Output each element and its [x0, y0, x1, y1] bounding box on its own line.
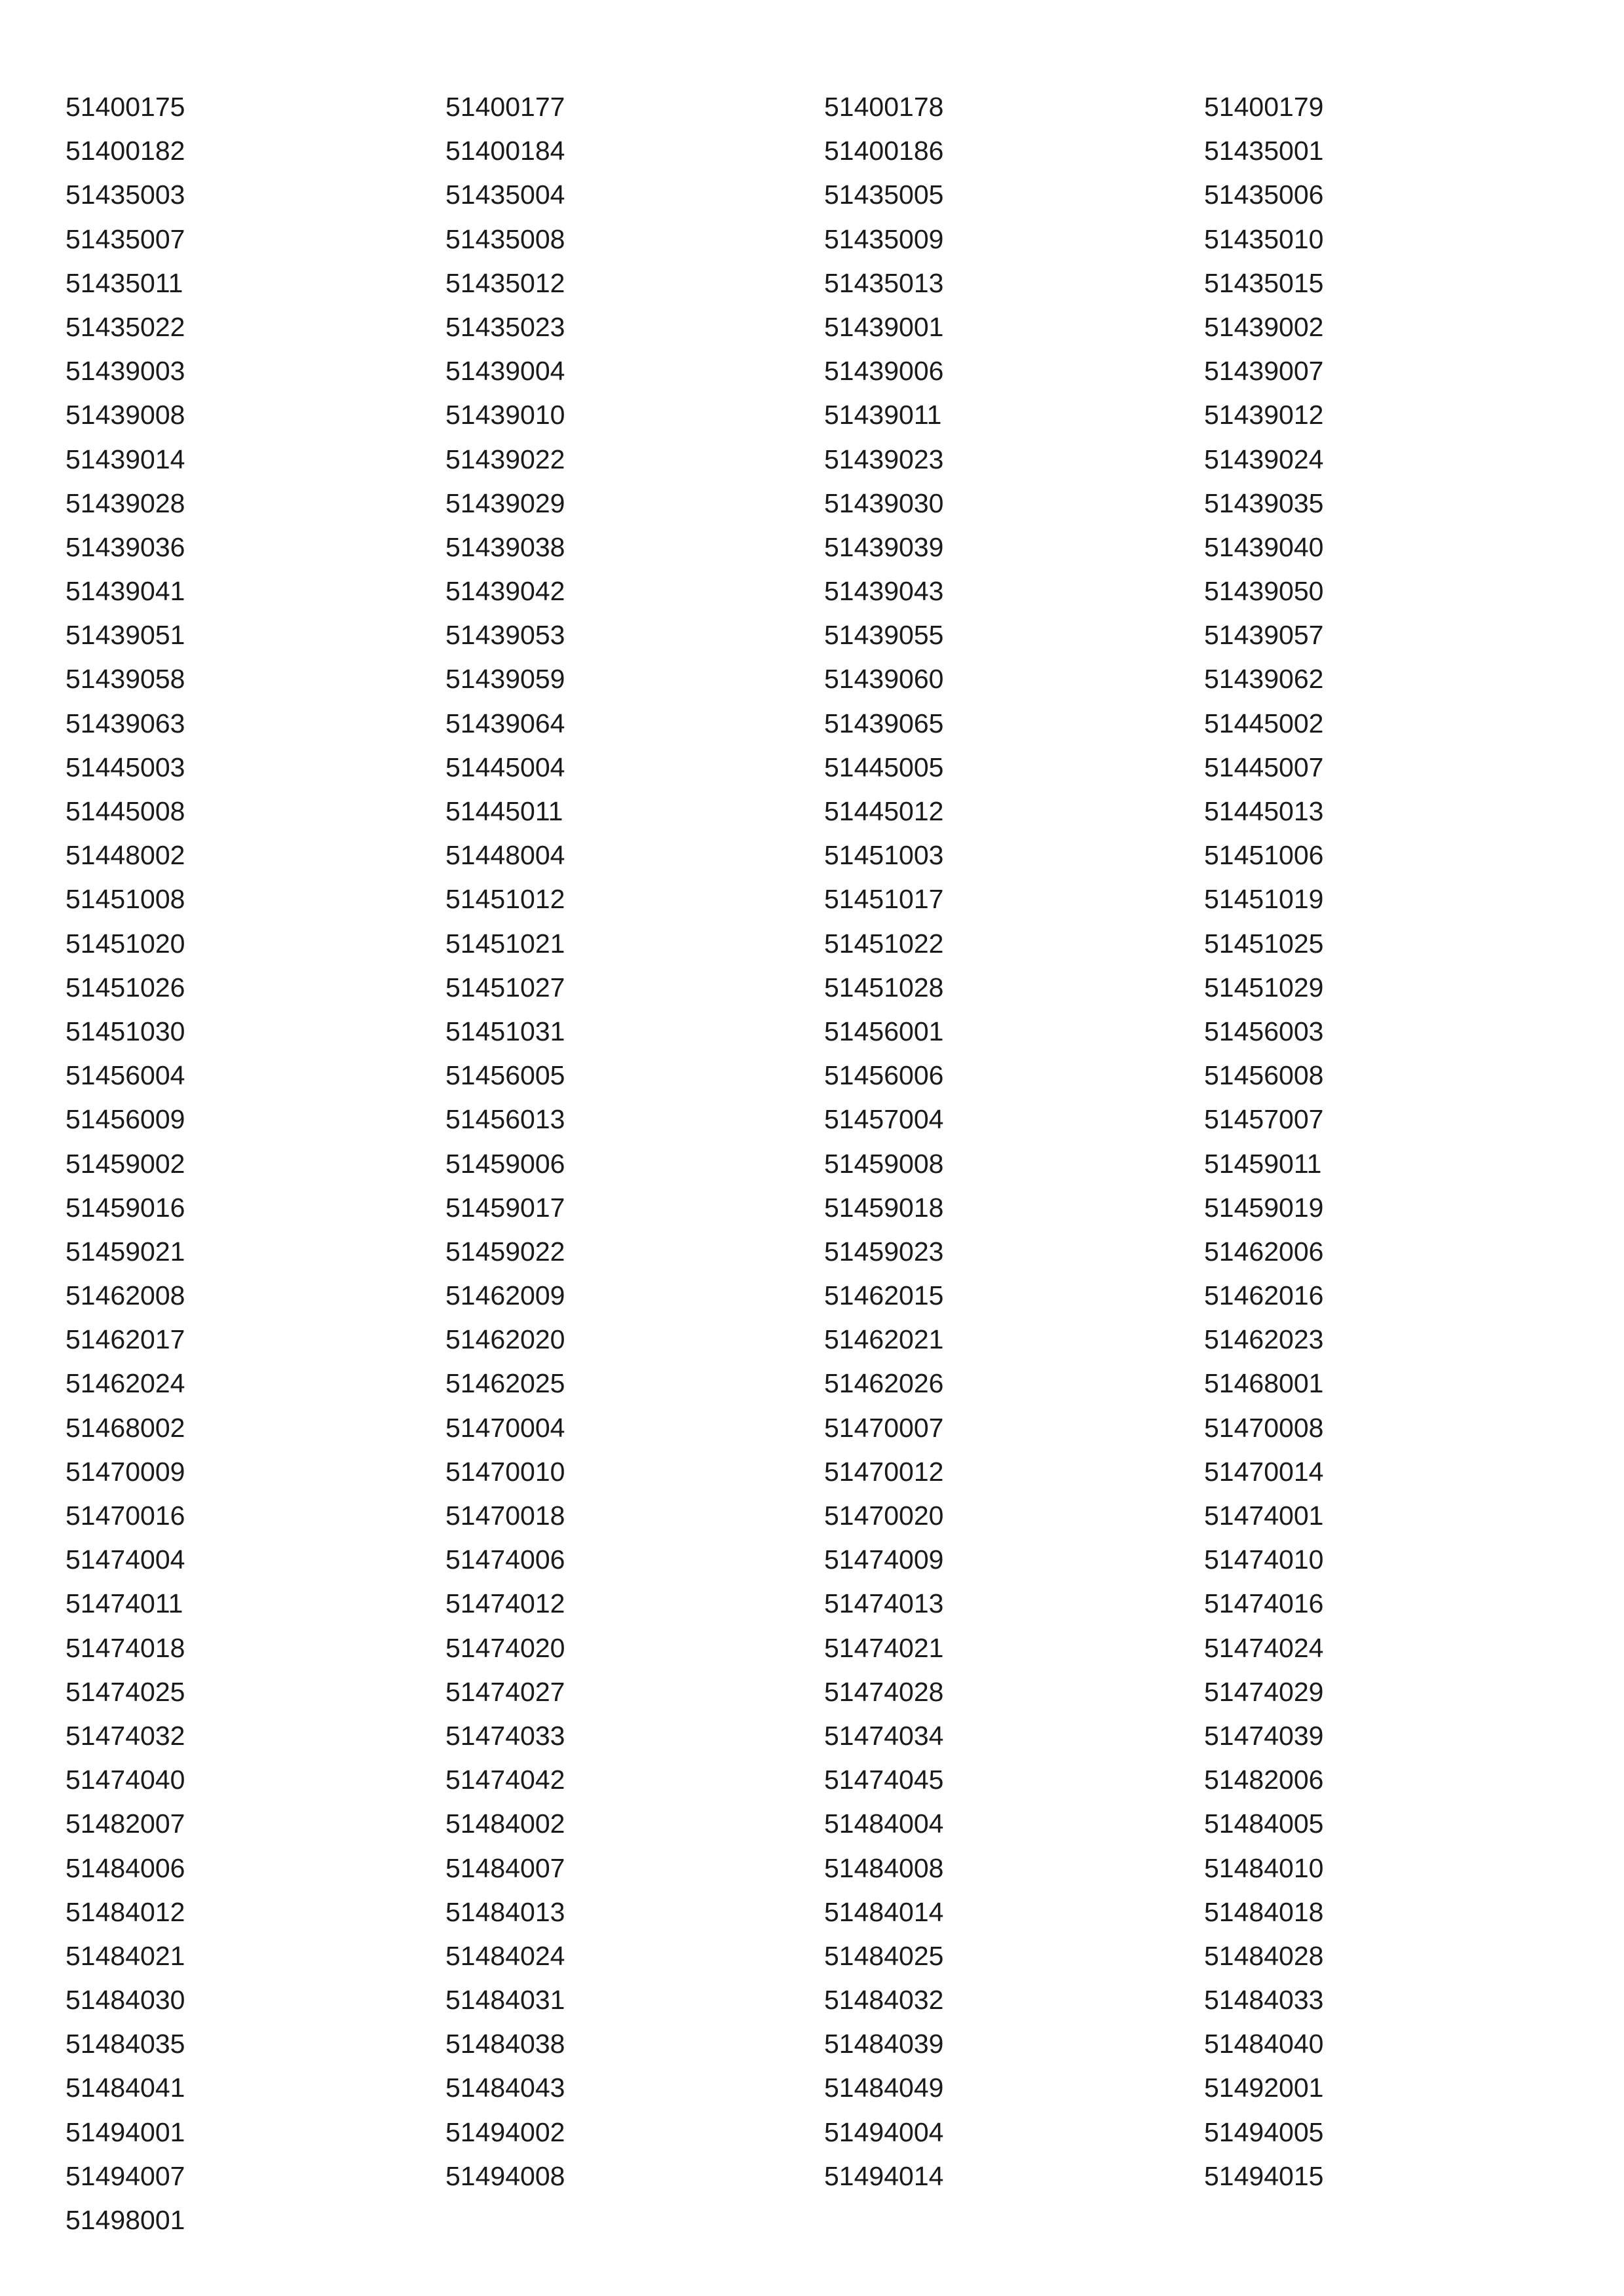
number-entry: 51459018	[824, 1192, 944, 1223]
number-entry: 51439038	[445, 531, 565, 562]
number-entry: 51439065	[824, 708, 944, 738]
number-entry: 51451017	[824, 884, 944, 915]
number-entry: 51451020	[66, 928, 185, 959]
number-entry: 51459022	[445, 1236, 565, 1267]
number-entry: 51474024	[1204, 1632, 1324, 1663]
number-entry: 51445012	[824, 796, 944, 826]
number-entry: 51439039	[824, 531, 944, 562]
number-entry: 51445008	[66, 796, 185, 826]
number-entry: 51439055	[824, 620, 944, 651]
number-entry: 51457007	[1204, 1104, 1324, 1135]
number-entry: 51439007	[1204, 356, 1324, 387]
number-entry: 51439059	[445, 664, 565, 695]
number-entry: 51439042	[445, 576, 565, 607]
number-entry: 51439011	[824, 400, 942, 430]
number-entry: 51474020	[445, 1632, 565, 1663]
number-entry: 51484014	[824, 1896, 944, 1927]
number-entry: 51439003	[66, 356, 185, 387]
number-entry: 51484012	[66, 1896, 185, 1927]
number-entry: 51435005	[824, 180, 944, 210]
number-entry: 51474016	[1204, 1588, 1324, 1619]
number-entry: 51474033	[445, 1720, 565, 1751]
number-entry: 51462015	[824, 1280, 944, 1311]
number-entry: 51474010	[1204, 1544, 1324, 1575]
number-entry: 51451025	[1204, 928, 1324, 959]
number-entry: 51445005	[824, 752, 944, 782]
number-entry: 51484010	[1204, 1852, 1324, 1883]
number-entry: 51451008	[66, 884, 185, 915]
number-entry: 51492001	[1204, 2073, 1324, 2103]
number-entry: 51451022	[824, 928, 944, 959]
number-entry: 51462023	[1204, 1324, 1324, 1355]
number-entry: 51451029	[1204, 972, 1324, 1003]
number-entry: 51451019	[1204, 884, 1324, 915]
number-entry: 51494015	[1204, 2160, 1324, 2191]
number-entry: 51484031	[445, 1985, 565, 2016]
number-entry: 51439004	[445, 356, 565, 387]
number-entry: 51474001	[1204, 1501, 1324, 1531]
number-entry: 51445013	[1204, 796, 1324, 826]
number-entry: 51468001	[1204, 1368, 1324, 1399]
number-entry: 51459002	[66, 1148, 185, 1179]
number-entry: 51484043	[445, 2073, 565, 2103]
number-entry: 51474009	[824, 1544, 944, 1575]
number-entry: 51439064	[445, 708, 565, 738]
number-entry: 51459016	[66, 1192, 185, 1223]
number-entry: 51400184	[445, 136, 565, 166]
number-entry: 51439035	[1204, 488, 1324, 518]
number-entry: 51451003	[824, 840, 944, 871]
number-entry: 51456003	[1204, 1016, 1324, 1046]
number-entry: 51474025	[66, 1676, 185, 1707]
number-entry: 51484040	[1204, 2029, 1324, 2059]
number-entry: 51451012	[445, 884, 565, 915]
number-entry: 51435023	[445, 311, 565, 342]
number-entry: 51474032	[66, 1720, 185, 1751]
number-entry: 51457004	[824, 1104, 944, 1135]
number-entry: 51462016	[1204, 1280, 1324, 1311]
number-entry: 51456009	[66, 1104, 185, 1135]
number-entry: 51451027	[445, 972, 565, 1003]
number-entry: 51435008	[445, 223, 565, 254]
number-entry: 51470010	[445, 1456, 565, 1487]
number-entry: 51439063	[66, 708, 185, 738]
number-entry: 51459006	[445, 1148, 565, 1179]
number-entry: 51470004	[445, 1412, 565, 1443]
number-entry: 51445002	[1204, 708, 1324, 738]
number-entry: 51439023	[824, 444, 944, 474]
number-entry: 51439012	[1204, 400, 1324, 430]
number-entry: 51474013	[824, 1588, 944, 1619]
number-entry: 51451026	[66, 972, 185, 1003]
number-entry: 51400178	[824, 92, 944, 122]
number-entry: 51451030	[66, 1016, 185, 1046]
number-entry: 51498001	[66, 2205, 185, 2235]
number-entry: 51470008	[1204, 1412, 1324, 1443]
number-entry: 51439024	[1204, 444, 1324, 474]
number-entry: 51484028	[1204, 1940, 1324, 1971]
number-entry: 51474042	[445, 1765, 565, 1795]
number-entry: 51470007	[824, 1412, 944, 1443]
number-entry: 51462017	[66, 1324, 185, 1355]
number-entry: 51456004	[66, 1060, 185, 1091]
number-entry: 51435007	[66, 223, 185, 254]
number-entry: 51484005	[1204, 1808, 1324, 1839]
number-entry: 51484002	[445, 1808, 565, 1839]
number-entry: 51482007	[66, 1808, 185, 1839]
number-list	[66, 85, 1572, 2242]
number-entry: 51445011	[445, 796, 563, 826]
number-entry: 51474006	[445, 1544, 565, 1575]
number-entry: 51439029	[445, 488, 565, 518]
number-entry: 51462020	[445, 1324, 565, 1355]
number-entry: 51484007	[445, 1852, 565, 1883]
number-entry: 51451028	[824, 972, 944, 1003]
number-entry: 51439058	[66, 664, 185, 695]
number-entry: 51435011	[66, 267, 183, 298]
number-entry: 51400182	[66, 136, 185, 166]
number-entry: 51459011	[1204, 1148, 1322, 1179]
number-entry: 51484041	[66, 2073, 185, 2103]
number-entry: 51451006	[1204, 840, 1324, 871]
number-entry: 51470014	[1204, 1456, 1324, 1487]
number-entry: 51470012	[824, 1456, 944, 1487]
number-entry: 51474021	[824, 1632, 944, 1663]
number-entry: 51474027	[445, 1676, 565, 1707]
number-entry: 51484039	[824, 2029, 944, 2059]
number-entry: 51484024	[445, 1940, 565, 1971]
number-entry: 51439022	[445, 444, 565, 474]
number-entry: 51435004	[445, 180, 565, 210]
number-entry: 51462025	[445, 1368, 565, 1399]
number-entry: 51494002	[445, 2116, 565, 2147]
number-entry: 51448002	[66, 840, 185, 871]
number-entry: 51451031	[445, 1016, 565, 1046]
number-entry: 51435010	[1204, 223, 1324, 254]
number-entry: 51435015	[1204, 267, 1324, 298]
number-entry: 51494001	[66, 2116, 185, 2147]
number-entry: 51474039	[1204, 1720, 1324, 1751]
number-entry: 51459021	[66, 1236, 185, 1267]
number-entry: 51484030	[66, 1985, 185, 2016]
number-entry: 51484018	[1204, 1896, 1324, 1927]
number-entry: 51474011	[66, 1588, 183, 1619]
number-entry: 51462008	[66, 1280, 185, 1311]
number-entry: 51474040	[66, 1765, 185, 1795]
number-entry: 51439008	[66, 400, 185, 430]
number-entry: 51400175	[66, 92, 185, 122]
number-entry: 51484004	[824, 1808, 944, 1839]
number-entry: 51435001	[1204, 136, 1324, 166]
number-entry: 51439051	[66, 620, 185, 651]
number-entry: 51474028	[824, 1676, 944, 1707]
number-entry: 51494014	[824, 2160, 944, 2191]
number-entry: 51470018	[445, 1501, 565, 1531]
number-entry: 51474012	[445, 1588, 565, 1619]
number-entry: 51456006	[824, 1060, 944, 1091]
number-entry: 51400179	[1204, 92, 1324, 122]
number-entry: 51462006	[1204, 1236, 1324, 1267]
number-entry: 51435022	[66, 311, 185, 342]
number-entry: 51451021	[445, 928, 565, 959]
number-entry: 51439060	[824, 664, 944, 695]
number-entry: 51439014	[66, 444, 185, 474]
number-entry: 51459019	[1204, 1192, 1324, 1223]
number-entry: 51482006	[1204, 1765, 1324, 1795]
number-entry: 51439030	[824, 488, 944, 518]
number-entry: 51439006	[824, 356, 944, 387]
number-entry: 51474004	[66, 1544, 185, 1575]
number-entry: 51474034	[824, 1720, 944, 1751]
number-entry: 51439043	[824, 576, 944, 607]
number-entry: 51400177	[445, 92, 565, 122]
number-entry: 51459017	[445, 1192, 565, 1223]
number-entry: 51439041	[66, 576, 185, 607]
number-entry: 51435006	[1204, 180, 1324, 210]
number-entry: 51468002	[66, 1412, 185, 1443]
number-entry: 51494005	[1204, 2116, 1324, 2147]
number-entry: 51484033	[1204, 1985, 1324, 2016]
number-entry: 51439062	[1204, 664, 1324, 695]
number-entry: 51484008	[824, 1852, 944, 1883]
number-entry: 51474045	[824, 1765, 944, 1795]
number-entry: 51456005	[445, 1060, 565, 1091]
number-entry: 51439002	[1204, 311, 1324, 342]
number-entry: 51474029	[1204, 1676, 1324, 1707]
number-entry: 51484025	[824, 1940, 944, 1971]
number-entry: 51484049	[824, 2073, 944, 2103]
number-entry: 51470020	[824, 1501, 944, 1531]
number-entry: 51439053	[445, 620, 565, 651]
number-entry: 51494004	[824, 2116, 944, 2147]
number-entry: 51435009	[824, 223, 944, 254]
number-entry: 51439001	[824, 311, 944, 342]
number-entry: 51400186	[824, 136, 944, 166]
number-entry: 51494007	[66, 2160, 185, 2191]
number-entry: 51435012	[445, 267, 565, 298]
number-entry: 51462009	[445, 1280, 565, 1311]
number-entry: 51494008	[445, 2160, 565, 2191]
number-entry: 51445007	[1204, 752, 1324, 782]
number-entry: 51462024	[66, 1368, 185, 1399]
number-entry: 51484013	[445, 1896, 565, 1927]
number-entry: 51459023	[824, 1236, 944, 1267]
number-entry: 51462021	[824, 1324, 944, 1355]
number-entry: 51459008	[824, 1148, 944, 1179]
number-entry: 51435003	[66, 180, 185, 210]
number-entry: 51470016	[66, 1501, 185, 1531]
number-entry: 51484021	[66, 1940, 185, 1971]
number-entry: 51462026	[824, 1368, 944, 1399]
number-entry: 51456013	[445, 1104, 565, 1135]
number-entry: 51439050	[1204, 576, 1324, 607]
number-entry: 51445004	[445, 752, 565, 782]
number-entry: 51435013	[824, 267, 944, 298]
number-entry: 51439057	[1204, 620, 1324, 651]
number-entry: 51484038	[445, 2029, 565, 2059]
number-entry: 51439036	[66, 531, 185, 562]
number-entry: 51474018	[66, 1632, 185, 1663]
number-entry: 51456008	[1204, 1060, 1324, 1091]
number-entry: 51484032	[824, 1985, 944, 2016]
number-entry: 51439040	[1204, 531, 1324, 562]
number-entry: 51445003	[66, 752, 185, 782]
number-entry: 51470009	[66, 1456, 185, 1487]
number-entry: 51439010	[445, 400, 565, 430]
number-entry: 51439028	[66, 488, 185, 518]
number-entry: 51484006	[66, 1852, 185, 1883]
number-entry: 51456001	[824, 1016, 944, 1046]
number-entry: 51448004	[445, 840, 565, 871]
number-entry: 51484035	[66, 2029, 185, 2059]
